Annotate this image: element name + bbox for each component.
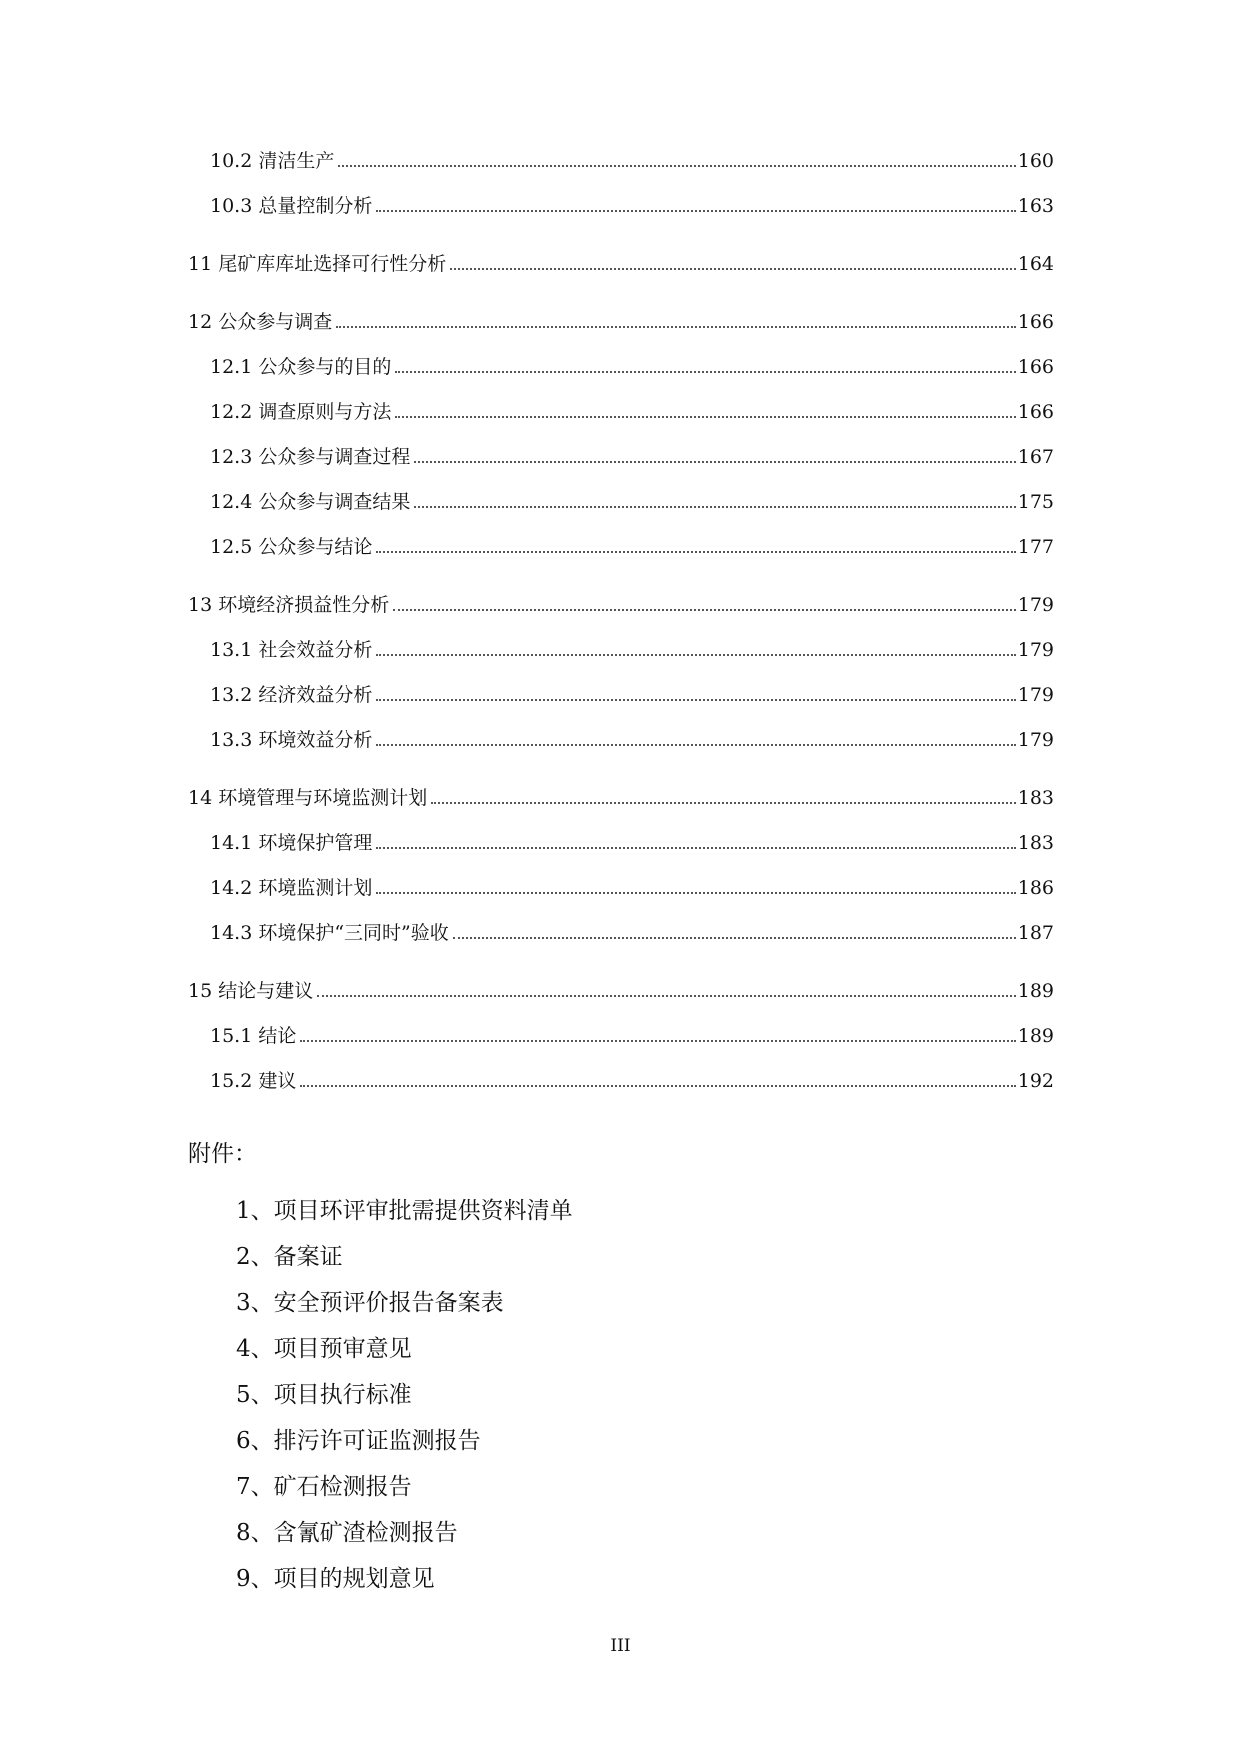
toc-entry-page: 167 [1017,446,1054,468]
toc-entry-page: 179 [1017,594,1054,616]
toc-entry[interactable] [210,356,1054,378]
toc-entry-title: 12.3 公众参与调查过程 [210,446,411,468]
toc-entry[interactable] [210,195,1054,217]
toc-entry-page: 179 [1017,729,1054,751]
attachment-item: 7、矿石检测报告 [236,1474,412,1500]
toc-entry-title: 15.2 建议 [210,1070,297,1092]
toc-entry[interactable] [210,832,1054,854]
toc-entry[interactable] [188,980,1054,1002]
toc-entry-title: 15 结论与建议 [188,980,314,1002]
toc-entry-title: 14.3 环境保护“三同时”验收 [210,922,449,944]
toc-entry-title: 12.5 公众参与结论 [210,536,373,558]
toc-entry-title: 13.1 社会效益分析 [210,639,373,661]
toc-entry[interactable] [210,877,1054,899]
attachment-item: 8、含氰矿渣检测报告 [236,1520,458,1546]
toc-leader-dots [450,268,1016,270]
toc-leader-dots [414,461,1015,463]
toc-entry-title: 10.3 总量控制分析 [210,195,373,217]
toc-entry-page: 177 [1017,536,1054,558]
toc-entry-page: 179 [1017,639,1054,661]
toc-entry-title: 14.1 环境保护管理 [210,832,373,854]
attachment-item: 4、项目预审意见 [236,1336,412,1362]
toc-entry-page: 183 [1017,832,1054,854]
toc-leader-dots [338,165,1015,167]
attachment-item: 5、项目执行标准 [236,1382,412,1408]
toc-leader-dots [317,995,1016,997]
toc-entry[interactable] [210,1025,1054,1047]
toc-entry[interactable] [188,311,1054,333]
toc-entry-page: 175 [1017,491,1054,513]
toc-leader-dots [395,416,1015,418]
toc-entry-title: 14.2 环境监测计划 [210,877,373,899]
toc-entry-title: 14 环境管理与环境监测计划 [188,787,428,809]
toc-entry-title: 11 尾矿库库址选择可行性分析 [188,253,447,275]
toc-entry-page: 189 [1017,980,1054,1002]
toc-leader-dots [414,506,1015,508]
toc-entry-page: 160 [1017,150,1054,172]
toc-entry-page: 166 [1017,401,1054,423]
toc-entry[interactable] [188,253,1054,275]
toc-leader-dots [376,210,1015,212]
toc-entry-page: 166 [1017,311,1054,333]
attachment-item: 2、备案证 [236,1244,343,1270]
attachment-item: 3、安全预评价报告备案表 [236,1290,504,1316]
toc-entry-page: 163 [1017,195,1054,217]
attachments-list [236,1196,573,1610]
toc-leader-dots [395,371,1015,373]
toc-leader-dots [376,744,1015,746]
toc-entry[interactable] [210,150,1054,172]
toc-entry[interactable] [210,446,1054,468]
toc-entry-page: 164 [1017,253,1054,275]
toc-leader-dots [393,609,1016,611]
toc-leader-dots [431,802,1016,804]
toc-leader-dots [376,551,1015,553]
toc-entry-title: 12.2 调查原则与方法 [210,401,392,423]
table-of-contents [188,150,1054,1092]
toc-entry-page: 187 [1017,922,1054,944]
toc-entry-title: 13.2 经济效益分析 [210,684,373,706]
toc-entry[interactable] [188,594,1054,616]
toc-entry[interactable] [210,401,1054,423]
toc-entry-title: 13.3 环境效益分析 [210,729,373,751]
toc-entry-title: 12.1 公众参与的目的 [210,356,392,378]
attachment-item: 6、排污许可证监测报告 [236,1428,481,1454]
attachments-heading: 附件： [188,1141,257,1167]
toc-leader-dots [376,892,1015,894]
attachment-item: 9、项目的规划意见 [236,1566,435,1592]
toc-entry[interactable] [210,536,1054,558]
toc-entry-page: 189 [1017,1025,1054,1047]
toc-entry[interactable] [210,729,1054,751]
toc-leader-dots [300,1040,1015,1042]
toc-leader-dots [336,326,1016,328]
toc-entry[interactable] [210,922,1054,944]
toc-entry-page: 179 [1017,684,1054,706]
toc-entry-page: 192 [1017,1070,1054,1092]
toc-entry-page: 186 [1017,877,1054,899]
attachment-item: 1、项目环评审批需提供资料清单 [236,1198,573,1224]
toc-leader-dots [376,654,1015,656]
toc-entry[interactable] [210,491,1054,513]
toc-entry[interactable] [210,684,1054,706]
toc-entry-title: 10.2 清洁生产 [210,150,335,172]
toc-leader-dots [300,1085,1015,1087]
toc-entry-title: 15.1 结论 [210,1025,297,1047]
toc-entry[interactable] [210,639,1054,661]
toc-leader-dots [376,847,1015,849]
toc-entry[interactable] [210,1070,1054,1092]
toc-leader-dots [376,699,1015,701]
toc-entry-title: 13 环境经济损益性分析 [188,594,390,616]
toc-entry-page: 183 [1017,787,1054,809]
toc-entry-title: 12.4 公众参与调查结果 [210,491,411,513]
toc-entry-title: 12 公众参与调查 [188,311,333,333]
toc-leader-dots [453,937,1016,939]
page-number: III [610,1636,631,1656]
toc-entry[interactable] [188,787,1054,809]
toc-entry-page: 166 [1017,356,1054,378]
